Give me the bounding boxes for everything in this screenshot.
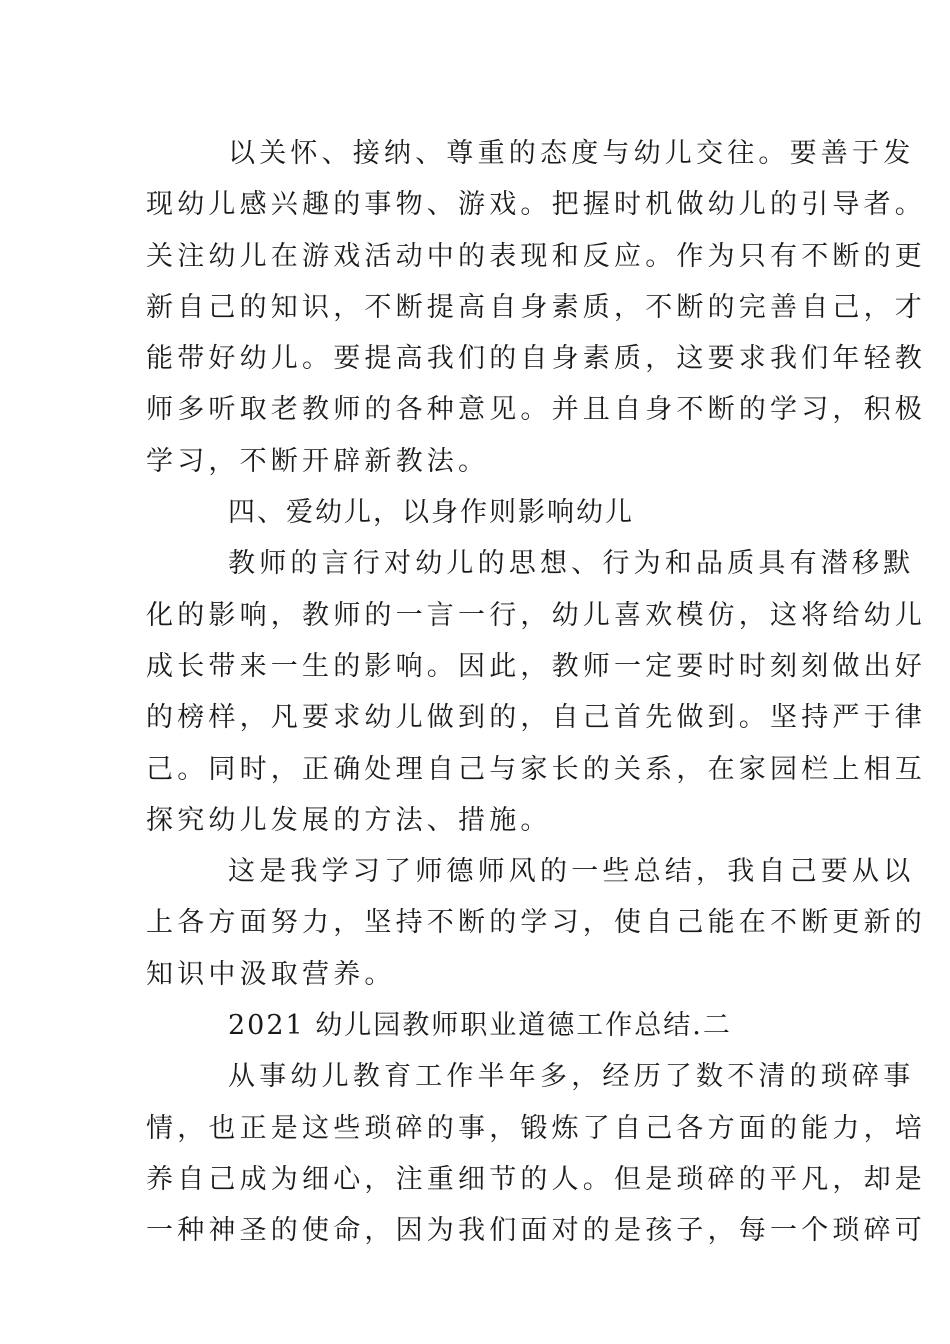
paragraph-line: 情，也正是这些琐碎的事，锻炼了自己各方面的能力，培	[146, 1112, 926, 1144]
paragraph-line: 养自己成为细心，注重细节的人。但是琐碎的平凡，却是	[146, 1163, 926, 1195]
paragraph-line: 化的影响，教师的一言一行，幼儿喜欢模仿，这将给幼儿	[146, 599, 926, 631]
paragraph-line: 能带好幼儿。要提高我们的自身素质，这要求我们年轻教	[146, 343, 926, 375]
paragraph-line: 成长带来一生的影响。因此，教师一定要时时刻刻做出好	[146, 650, 926, 682]
paragraph-line: 现幼儿感兴趣的事物、游戏。把握时机做幼儿的引导者。	[146, 189, 926, 221]
paragraph-line: 以关怀、接纳、尊重的态度与幼儿交往。要善于发	[228, 138, 915, 169]
section-heading: 四、爱幼儿，以身作则影响幼儿	[228, 497, 634, 529]
document-body	[146, 128, 926, 1257]
paragraph-line: 这是我学习了师德师风的一些总结，我自己要从以	[228, 856, 915, 888]
paragraph-line: 一种神圣的使命，因为我们面对的是孩子，每一个琐碎可	[146, 1215, 926, 1247]
paragraph-line: 学习，不断开辟新教法。	[146, 445, 490, 477]
section-heading: 2021 幼儿园教师职业道德工作总结.二	[228, 1010, 732, 1042]
paragraph-line: 师多听取老教师的各种意见。并且自身不断的学习，积极	[146, 394, 926, 426]
paragraph-line: 上各方面努力，坚持不断的学习，使自己能在不断更新的	[146, 907, 926, 939]
paragraph-line: 的榜样，凡要求幼儿做到的，自己首先做到。坚持严于律	[146, 702, 926, 734]
paragraph-line: 知识中汲取营养。	[146, 958, 396, 990]
paragraph-line: 从事幼儿教育工作半年多，经历了数不清的琐碎事	[228, 1061, 915, 1093]
paragraph-line: 探究幼儿发展的方法、措施。	[146, 804, 552, 836]
paragraph-line: 新自己的知识，不断提高自身素质，不断的完善自己，才	[146, 291, 926, 323]
paragraph-line: 己。同时，正确处理自己与家长的关系，在家园栏上相互	[146, 753, 926, 785]
paragraph-line: 关注幼儿在游戏活动中的表现和反应。作为只有不断的更	[146, 240, 926, 272]
paragraph-line: 教师的言行对幼儿的思想、行为和品质具有潜移默	[228, 548, 915, 580]
